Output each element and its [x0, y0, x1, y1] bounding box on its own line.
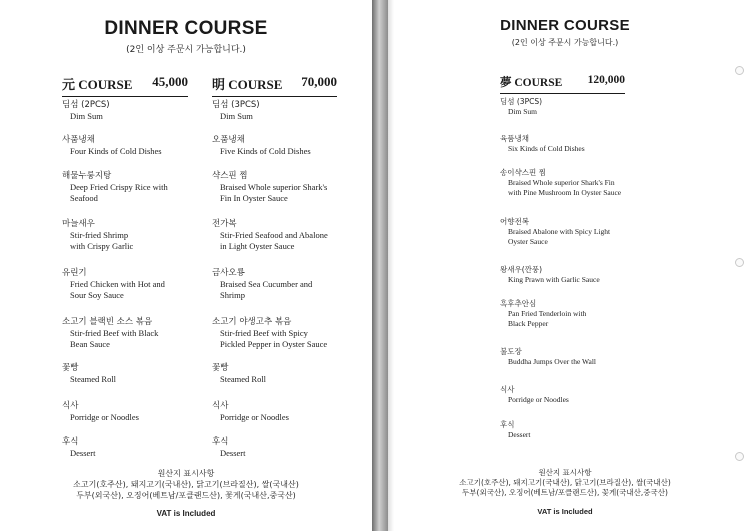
- menu-page-left: [0, 0, 372, 531]
- menu-item: [500, 265, 600, 285]
- page-title: DINNER COURSE: [500, 17, 630, 34]
- dish-name-english: Seafood: [70, 193, 98, 204]
- dish-name-english: Dessert: [220, 448, 246, 459]
- origin-line-1: 소고기(호주산), 돼지고기(국내산), 닭고기(브라질산), 쌀(국내산): [73, 479, 299, 489]
- dish-name-korean: 식사: [212, 401, 229, 411]
- dish-name-english: with Crispy Garlic: [70, 241, 134, 252]
- dish-name-english: Steamed Roll: [70, 374, 117, 385]
- menu-item: [62, 363, 116, 385]
- menu-item: [212, 317, 327, 350]
- binder-hole: [735, 66, 744, 75]
- page-title: DINNER COURSE: [104, 18, 268, 39]
- dish-name-korean: 흑후추안심: [500, 299, 537, 308]
- dish-name-english: Pan Fried Tenderloin with: [508, 308, 587, 318]
- menu-item: [500, 168, 621, 197]
- origin-notice: [388, 468, 742, 498]
- dish-name-korean: 왕새우(깐풍): [500, 265, 543, 274]
- binder-hole: [735, 258, 744, 267]
- dish-name-english: Stir-Fried Seafood and Abalone: [220, 230, 328, 241]
- dish-name-english: Porridge or Noodles: [508, 394, 569, 404]
- dish-name-korean: 딤섬 (3PCS): [212, 100, 260, 110]
- menu-item: [500, 97, 542, 117]
- vat-note: VAT is Included: [156, 509, 216, 518]
- dish-name-english: Pickled Pepper in Oyster Sauce: [220, 339, 328, 350]
- menu-item: [212, 268, 312, 301]
- menu-page-right: [388, 0, 750, 531]
- dish-name-english: Oyster Sauce: [508, 236, 548, 246]
- dish-name-english: Four Kinds of Cold Dishes: [70, 146, 162, 157]
- menu-item: [62, 219, 133, 252]
- dish-name-korean: 전가복: [212, 219, 237, 229]
- dish-name-english: Dessert: [70, 448, 96, 459]
- dish-name-english: in Light Oyster Sauce: [220, 241, 295, 252]
- dish-name-korean: 꽃빵: [62, 363, 79, 373]
- dish-name-english: Shrimp: [220, 290, 246, 301]
- dish-name-korean: 금사오룡: [212, 268, 245, 278]
- dish-name-korean: 식사: [500, 385, 515, 394]
- dish-name-english: Braised Abalone with Spicy Light: [508, 226, 611, 236]
- origin-title: 원산지 표시사항: [157, 469, 215, 478]
- dish-name-english: Dim Sum: [220, 111, 253, 122]
- dish-name-english: Porridge or Noodles: [70, 412, 139, 423]
- dish-name-english: Black Pepper: [508, 318, 549, 328]
- dish-name-english: Stir-fried Beef with Black: [70, 328, 159, 339]
- dish-name-korean: 어향전복: [500, 217, 529, 226]
- menu-item: [62, 100, 110, 122]
- dish-name-english: Bean Sauce: [70, 339, 110, 350]
- course-name: 夢 COURSE: [500, 77, 563, 89]
- origin-line-2: 두부(외국산), 오징어(베트남/포클랜드산), 꽃게(국내산,중국산): [76, 490, 296, 500]
- menu-item: [500, 347, 596, 367]
- page-subtitle: (2인 이상 주문시 가능합니다.): [126, 45, 246, 55]
- dish-name-korean: 육품냉채: [500, 134, 529, 143]
- dish-name-english: Five Kinds of Cold Dishes: [220, 146, 311, 157]
- dish-name-korean: 사품냉채: [62, 135, 95, 145]
- dish-name-english: Stir-fried Shrimp: [70, 230, 129, 241]
- dish-name-korean: 후식: [62, 437, 79, 447]
- menu-item: [212, 219, 328, 252]
- menu-item: [212, 363, 266, 385]
- book-gutter: [372, 0, 388, 531]
- dish-name-english: Stir-fried Beef with Spicy: [220, 328, 308, 339]
- page-subtitle: (2인 이상 주문시 가능합니다.): [511, 38, 619, 47]
- origin-line-2: 두부(외국산), 오징어(베트남/포클랜드산), 꽃게(국내산,중국산): [462, 488, 668, 498]
- dish-name-korean: 해물누룽지탕: [62, 171, 112, 181]
- menu-item: [500, 299, 586, 328]
- course-price: 45,000: [152, 74, 188, 89]
- menu-item: [62, 135, 162, 157]
- menu-item: [62, 268, 165, 301]
- dish-name-korean: 소고기 블랙빈 소스 볶음: [62, 317, 153, 327]
- menu-item: [62, 317, 158, 350]
- dish-name-korean: 송이샥스핀 찜: [500, 168, 546, 177]
- course-header-mong: [500, 74, 625, 94]
- dish-name-korean: 꽃빵: [212, 363, 229, 373]
- dish-name-english: Dim Sum: [508, 106, 537, 116]
- menu-item: [62, 171, 168, 204]
- origin-line-1: 소고기(호주산), 돼지고기(국내산), 닭고기(브라질산), 쌀(국내산): [459, 478, 671, 488]
- page-shadow: [388, 0, 394, 531]
- dish-name-english: Buddha Jumps Over the Wall: [508, 356, 596, 366]
- course-name: 明 COURSE: [212, 77, 283, 92]
- menu-item: [212, 135, 311, 157]
- menu-item: [500, 217, 610, 246]
- menu-item: [500, 385, 569, 405]
- origin-title: 원산지 표시사항: [538, 468, 592, 477]
- dish-name-korean: 식사: [62, 401, 79, 411]
- menu-item: [212, 401, 289, 423]
- menu-item: [212, 100, 260, 122]
- dish-name-korean: 딤섬 (3PCS): [500, 97, 543, 106]
- dish-name-english: Fin In Oyster Sauce: [220, 193, 288, 204]
- dish-name-korean: 유린기: [62, 268, 87, 278]
- menu-item: [212, 171, 327, 204]
- dish-name-english: with Pine Mushroom In Oyster Sauce: [508, 187, 622, 197]
- dish-name-korean: 후식: [212, 437, 229, 447]
- dish-name-english: Braised Whole superior Shark's Fin: [508, 177, 615, 187]
- course-price: 120,000: [587, 74, 625, 86]
- menu-item: [62, 401, 139, 423]
- dish-name-korean: 오품냉채: [212, 135, 245, 145]
- dish-name-english: Sour Soy Sauce: [70, 290, 124, 301]
- dish-name-english: Dim Sum: [70, 111, 103, 122]
- dish-name-english: Dessert: [508, 429, 531, 439]
- dish-name-english: Braised Whole superior Shark's: [220, 182, 328, 193]
- menu-item: [500, 420, 531, 440]
- dish-name-korean: 불도장: [500, 347, 522, 356]
- dish-name-english: Braised Sea Cucumber and: [220, 279, 313, 290]
- course-name: 元 COURSE: [62, 77, 133, 92]
- binder-hole: [735, 452, 744, 461]
- dish-name-korean: 딤섬 (2PCS): [62, 100, 110, 110]
- dish-name-english: Six Kinds of Cold Dishes: [508, 143, 585, 153]
- course-price: 70,000: [301, 74, 337, 89]
- origin-notice: [0, 469, 372, 501]
- dish-name-english: King Prawn with Garlic Sauce: [508, 274, 600, 284]
- dish-name-english: Porridge or Noodles: [220, 412, 289, 423]
- menu-item: [212, 437, 246, 459]
- dish-name-english: Deep Fried Crispy Rice with: [70, 182, 168, 193]
- course-header-myung: [212, 74, 337, 97]
- vat-note: VAT is Included: [537, 507, 593, 516]
- dish-name-english: Fried Chicken with Hot and: [70, 279, 165, 290]
- menu-item: [62, 437, 96, 459]
- dish-name-english: Steamed Roll: [220, 374, 267, 385]
- dish-name-korean: 샥스핀 찜: [212, 171, 248, 181]
- dish-name-korean: 소고기 야생고추 볶음: [212, 317, 292, 327]
- dish-name-korean: 마늘새우: [62, 219, 95, 229]
- course-header-won: [62, 74, 188, 97]
- dish-name-korean: 후식: [500, 420, 515, 429]
- menu-item: [500, 134, 585, 154]
